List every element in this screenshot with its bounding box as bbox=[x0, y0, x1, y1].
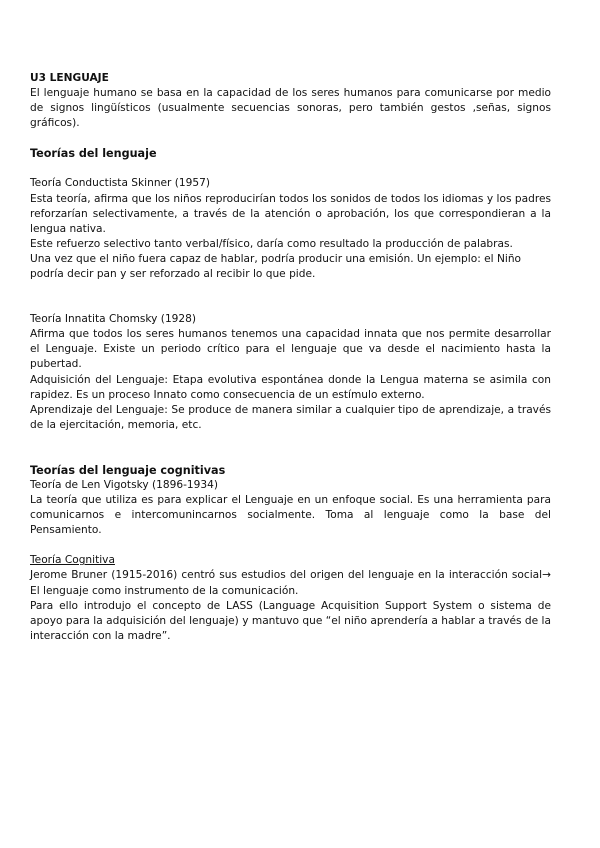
vigotsky-title: Teoría de Len Vigotsky (1896-1934) bbox=[30, 478, 218, 491]
bruner-paragraph-1: Jerome Bruner (1915-2016) centró sus estudios del origen del lenguaje en la interacción social→ El lenguaje como instrumento de la comunicación. bbox=[30, 569, 551, 597]
skinner-paragraph-2: Este refuerzo selectivo tanto verbal/físico, daría como resultado la producción de palabras. bbox=[30, 237, 513, 250]
chomsky-paragraph-3: Aprendizaje del Lenguaje: Se produce de manera similar a cualquier tipo de aprendizaje, a través de la ejercitación, memoria, etc. bbox=[30, 403, 551, 431]
bruner-paragraph-2: Para ello introdujo el concepto de LASS (Language Acquisition Support System o sistema de apoyo para la adquisición del lenguaje) y mantuvo que “el niño aprendería a hablar a través de la interacción con la madre”. bbox=[30, 599, 551, 642]
bruner-title: Teoría Cognitiva bbox=[30, 554, 115, 567]
chomsky-paragraph-1: Afirma que todos los seres humanos tenemos una capacidad innata que nos permite desarrollar el Lenguaje. Existe un periodo crítico para el lenguaje que va desde el nacimiento hasta la pubertad. bbox=[30, 328, 551, 371]
section-heading-cognitivas: Teorías del lenguaje cognitivas bbox=[30, 463, 226, 477]
section-heading-teorias: Teorías del lenguaje bbox=[30, 147, 157, 161]
vigotsky-paragraph: La teoría que utiliza es para explicar el Lenguaje en un enfoque social. Es una herramienta para comunicarnos e intercomunincarnos socialmente. Toma al lenguaje como la base del Pensamiento. bbox=[30, 494, 551, 537]
skinner-paragraph-1: Esta teoría, afirma que los niños reproducirían todos los sonidos de todos los idiomas y los padres reforzarían selectivamente, a través de la atención o aprobación, los que correspondieran a la lengua nativa. bbox=[30, 192, 551, 235]
skinner-title: Teoría Conductista Skinner (1957) bbox=[30, 177, 211, 190]
document-page bbox=[30, 71, 551, 644]
intro-paragraph: El lenguaje humano se basa en la capacidad de los seres humanos para comunicarse por medio de signos lingüísticos (usualmente secuencias sonoras, pero también gestos ,señas, signos gráficos). bbox=[30, 87, 551, 130]
chomsky-title: Teoría Innatita Chomsky (1928) bbox=[30, 313, 197, 326]
chomsky-paragraph-2: Adquisición del Lenguaje: Etapa evolutiva espontánea donde la Lengua materna se asimila con rapidez. Es un proceso Innato como consecuencia de un estímulo externo. bbox=[30, 373, 551, 401]
skinner-paragraph-3: Una vez que el niño fuera capaz de hablar, podría producir una emisión. Un ejemplo: el Niño podría decir pan y ser reforzado al recibir lo que pide. bbox=[30, 252, 522, 281]
unit-title: U3 LENGUAJE bbox=[30, 72, 109, 84]
